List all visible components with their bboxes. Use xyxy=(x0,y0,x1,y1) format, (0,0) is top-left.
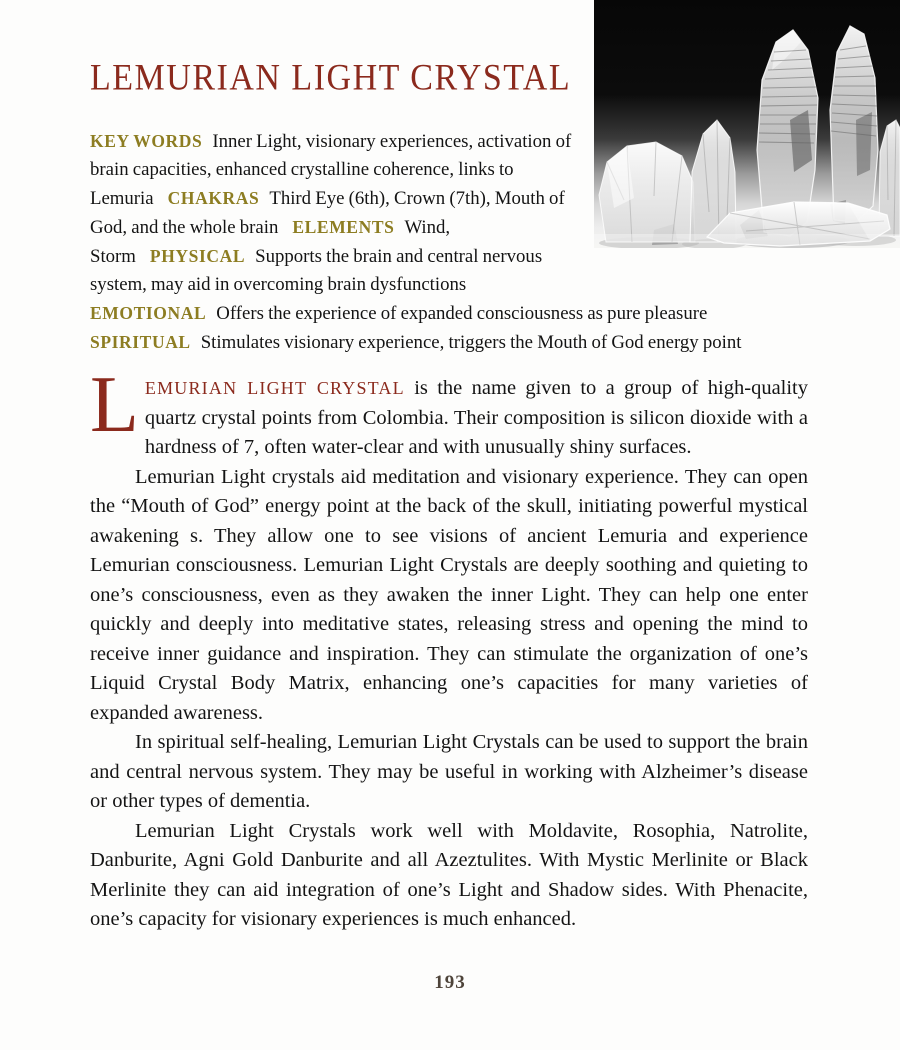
attribute-text: Inner Light, visionary experiences, activation of brain capacities, enhanced crystalline coherence, links to Lemuria xyxy=(90,131,572,209)
page-number: 193 xyxy=(434,972,466,993)
attribute-text: Stimulates visionary experience, triggers the Mouth of God energy point xyxy=(200,332,742,353)
attributes-paragraph xyxy=(90,127,814,357)
body-section xyxy=(90,361,808,935)
attribute-text: Third Eye (6th), Crown (7th), Mouth of God, and the whole brain xyxy=(90,188,565,238)
intro-paragraph xyxy=(90,361,808,463)
attribute-label: CHAKRAS xyxy=(167,188,260,208)
body-paragraph: Lemurian Light crystals aid meditation and visionary experience. They can open the “Mouth of God” energy point at the back of the skull, initiating powerful mystical awakening s. They allow one to see visions of ancient Lemuria and experience Lemurian consciousness. Lemurian Light Crystals are deeply soothing and quieting to one’s consciousness, even as they awaken the inner Light. They can help one enter quickly and deeply into meditative states, releasing stress and opening the mind to receive inner guidance and inspiration. They can stimulate the organization of one’s Liquid Crystal Body Matrix, enhancing one’s capacities for many varieties of expanded awareness. xyxy=(90,465,808,724)
attribute-label: SPIRITUAL xyxy=(90,332,191,352)
attribute-text: Offers the experience of expanded consciousness as pure pleasure xyxy=(216,303,708,324)
attribute-text: Supports the brain and central nervous system, may aid in overcoming brain dysfunctions xyxy=(90,246,543,295)
body-paragraphs xyxy=(90,463,808,935)
intro-text: is the name given to a group of high-quality quartz crystal points from Colombia. Their composition is silicon dioxide with a hardness of 7, often water-clear and with unusually shiny surfaces. xyxy=(144,377,808,458)
lead-smallcaps: EMURIAN LIGHT CRYSTAL xyxy=(144,378,405,398)
attribute-label: EMOTIONAL xyxy=(90,303,207,323)
attribute-text: Wind, Storm xyxy=(90,217,451,267)
attribute-label: KEY WORDS xyxy=(90,131,203,151)
body-paragraph: Lemurian Light Crystals work well with Moldavite, Rosophia, Natrolite, Danburite, Agni Gold Danburite and all Azeztulites. With Mystic Merlinite or Black Merlinite they can aid integration of one’s Light and Shadow sides. With Phenacite, one’s capacity for visionary experiences is much enhanced. xyxy=(90,819,808,930)
photo-wrap-spacer xyxy=(601,127,814,257)
body-paragraph: In spiritual self-healing, Lemurian Light Crystals can be used to support the brain and central nervous system. They may be useful in working with Alzheimer’s disease or other types of dementia. xyxy=(90,731,808,812)
attribute-label: ELEMENTS xyxy=(292,217,395,237)
attribute-label: PHYSICAL xyxy=(149,246,246,266)
dropcap-letter: L xyxy=(90,361,139,449)
page-title: LEMURIAN LIGHT CRYSTAL xyxy=(90,58,572,98)
